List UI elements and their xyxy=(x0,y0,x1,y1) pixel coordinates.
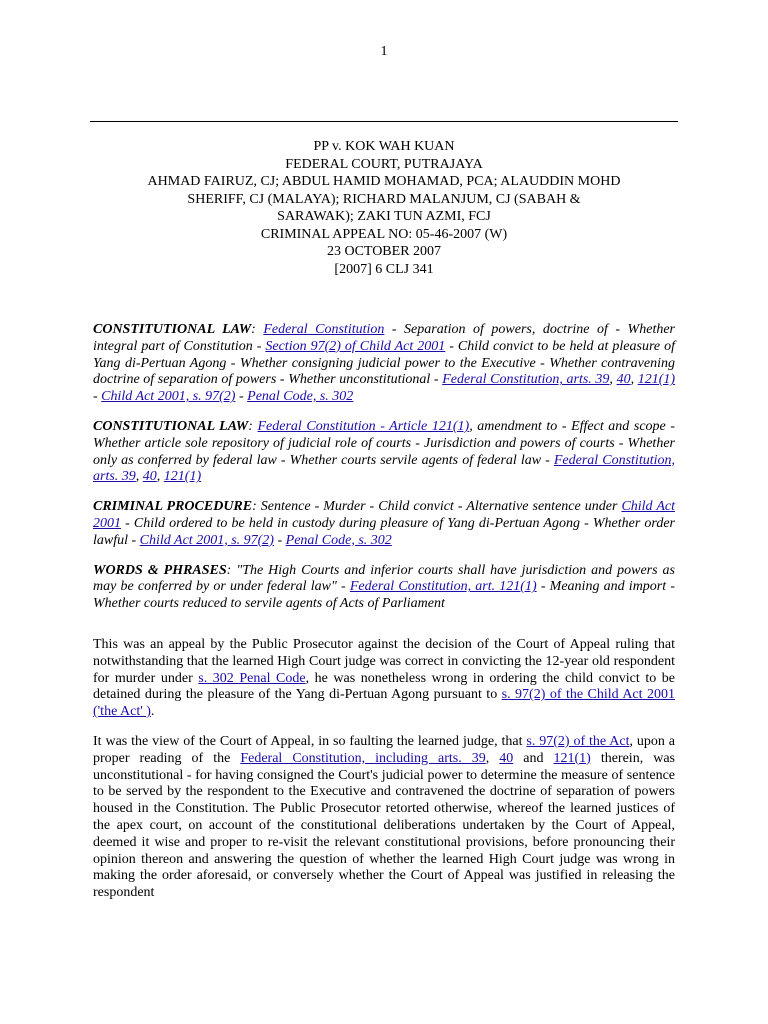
text-run: : xyxy=(248,418,258,434)
statute-link[interactable]: Federal Constitution, arts. 39 xyxy=(93,452,675,485)
statute-link[interactable]: Penal Code, s. 302 xyxy=(247,389,354,405)
statute-link[interactable]: Federal Constitution - Article 121(1) xyxy=(257,418,470,434)
statute-link[interactable]: Federal Constitution, including arts. 39 xyxy=(240,750,486,766)
statute-link[interactable]: Federal Constitution xyxy=(263,322,385,337)
text-run: , upon a proper reading of the xyxy=(93,733,676,766)
text-run: : xyxy=(251,322,264,337)
decision-date: 23 OCTOBER 2007 xyxy=(326,244,442,259)
court-name: FEDERAL COURT, PUTRAJAYA xyxy=(285,156,483,172)
summary-paragraph xyxy=(93,734,675,902)
catchword-heading: CONSTITUTIONAL LAW xyxy=(93,322,252,337)
coram-line: SHERIFF, CJ (MALAYA); RICHARD MALANJUM, CJ (SABAH & xyxy=(187,191,581,207)
statute-link[interactable]: 40 xyxy=(499,750,514,766)
appeal-number: CRIMINAL APPEAL NO: 05-46-2007 (W) xyxy=(260,226,508,242)
statute-link[interactable]: s. 302 Penal Code xyxy=(198,670,306,686)
text-run: - Meaning and import - Whether courts reduced to servile agents of Acts of Parliament xyxy=(93,579,675,612)
catchword-entry xyxy=(93,322,675,406)
catchword-heading: CONSTITUTIONAL LAW xyxy=(93,418,249,434)
catchword-heading: CRIMINAL PROCEDURE xyxy=(93,499,253,515)
catchword-entry xyxy=(93,419,675,486)
text-run: - xyxy=(235,389,248,405)
header-rule xyxy=(90,121,678,122)
coram-line: AHMAD FAIRUZ, CJ; ABDUL HAMID MOHAMAD, PCA; ALAUDDIN MOHD xyxy=(147,174,621,189)
text-run: - Child convict to be held at pleasure of Yang di-Pertuan Agong - Whether consigning judicial power to the Executive - Whether contravening doctrine of separation of powers - Whether unconstitutional - xyxy=(93,338,675,388)
statute-link[interactable]: s. 97(2) of the Act xyxy=(526,733,630,749)
catchwords-section xyxy=(93,322,675,613)
statute-link[interactable]: Federal Constitution, art. 121(1) xyxy=(349,579,537,595)
text-run: , he was nonetheless wrong in ordering the child convict to be detained during the pleasure of the Yang di-Pertuan Agong pursuant to xyxy=(93,670,675,703)
page-number: 1 xyxy=(380,44,388,59)
statute-link[interactable]: 40 xyxy=(616,372,631,388)
text-run: - xyxy=(273,532,286,548)
text-run: and xyxy=(513,750,554,766)
coram-line: SARAWAK); ZAKI TUN AZMI, FCJ xyxy=(277,209,491,224)
statute-link[interactable]: Federal Constitution, arts. 39 xyxy=(442,372,610,388)
summary-section xyxy=(93,637,675,902)
statute-link[interactable]: Section 97(2) of Child Act 2001 xyxy=(265,338,446,354)
statute-link[interactable]: Child Act 2001, s. 97(2) xyxy=(139,532,274,548)
text-run: : Sentence - Murder - Child convict - Alternative sentence under xyxy=(252,499,622,515)
statute-link[interactable]: Child Act 2001, s. 97(2) xyxy=(101,389,236,405)
text-run: It was the view of the Court of Appeal, in so faulting the learned judge, that xyxy=(93,733,527,749)
statute-link[interactable]: Penal Code, s. 302 xyxy=(285,532,392,548)
text-run: therein, was unconstitutional - for having consigned the Court's judicial power to determine the measure of sentence to be served by the respondent to the Executive and contravened the doctrine of separation of powers housed in the Constitution. The Public Prosecutor retorted otherwise, whereof the learned justices of the apex court, on account of the constitutional deliberations undertaken by the Court of Appeal, deemed it wise and proper to re-visit the relevant constitutional provisions, before pronouncing their opinion thereon and answering the question of whether the learned High Court judge was wrong in making the order aforesaid, or conversely whether the Court of Appeal was justified in releasing the respondent xyxy=(93,750,675,901)
text-run: , xyxy=(485,750,500,766)
text-run: , xyxy=(630,372,638,388)
citation: [2007] 6 CLJ 341 xyxy=(334,261,434,277)
catchword-entry xyxy=(93,499,675,549)
text-run: , xyxy=(156,469,164,485)
catchword-heading: WORDS & PHRASES xyxy=(93,562,227,578)
text-run: , xyxy=(135,469,143,485)
statute-link[interactable]: s. 97(2) of the Child Act 2001 ('the Act' ) xyxy=(93,687,675,720)
catchword-entry xyxy=(93,563,675,613)
text-run: . xyxy=(150,704,155,720)
case-header xyxy=(90,138,678,278)
text-run: - Child ordered to be held in custody during pleasure of Yang di-Pertuan Agong - Whether order lawful - xyxy=(93,515,675,548)
statute-link[interactable]: 40 xyxy=(142,469,157,485)
text-run: : "The High Courts and inferior courts shall have jurisdiction and powers as may be conferred by or under federal law" - xyxy=(93,562,675,595)
statute-link[interactable]: 121(1) xyxy=(553,750,591,766)
text-run: - xyxy=(93,389,102,405)
text-run: , amendment to - Effect and scope - Whether article sole repository of judicial role of courts - Jurisdiction and powers of courts - Whether only as conferred by federal law - Whether courts servile agents of federal law - xyxy=(93,418,676,468)
text-run: This was an appeal by the Public Prosecutor against the decision of the Court of Appeal ruling that notwithstanding that the learned High Court judge was correct in convicting the 12-year old respondent for murder under xyxy=(93,636,675,686)
statute-link[interactable]: 121(1) xyxy=(163,469,202,485)
statute-link[interactable]: 121(1) xyxy=(637,372,676,388)
document-body xyxy=(93,322,675,902)
statute-link[interactable]: Child Act 2001 xyxy=(93,499,675,531)
text-run: - Separation of powers, doctrine of - Whether integral part of Constitution - xyxy=(93,322,675,354)
text-run: , xyxy=(609,372,617,388)
case-title: PP v. KOK WAH KUAN xyxy=(313,139,455,154)
summary-paragraph xyxy=(93,637,675,721)
